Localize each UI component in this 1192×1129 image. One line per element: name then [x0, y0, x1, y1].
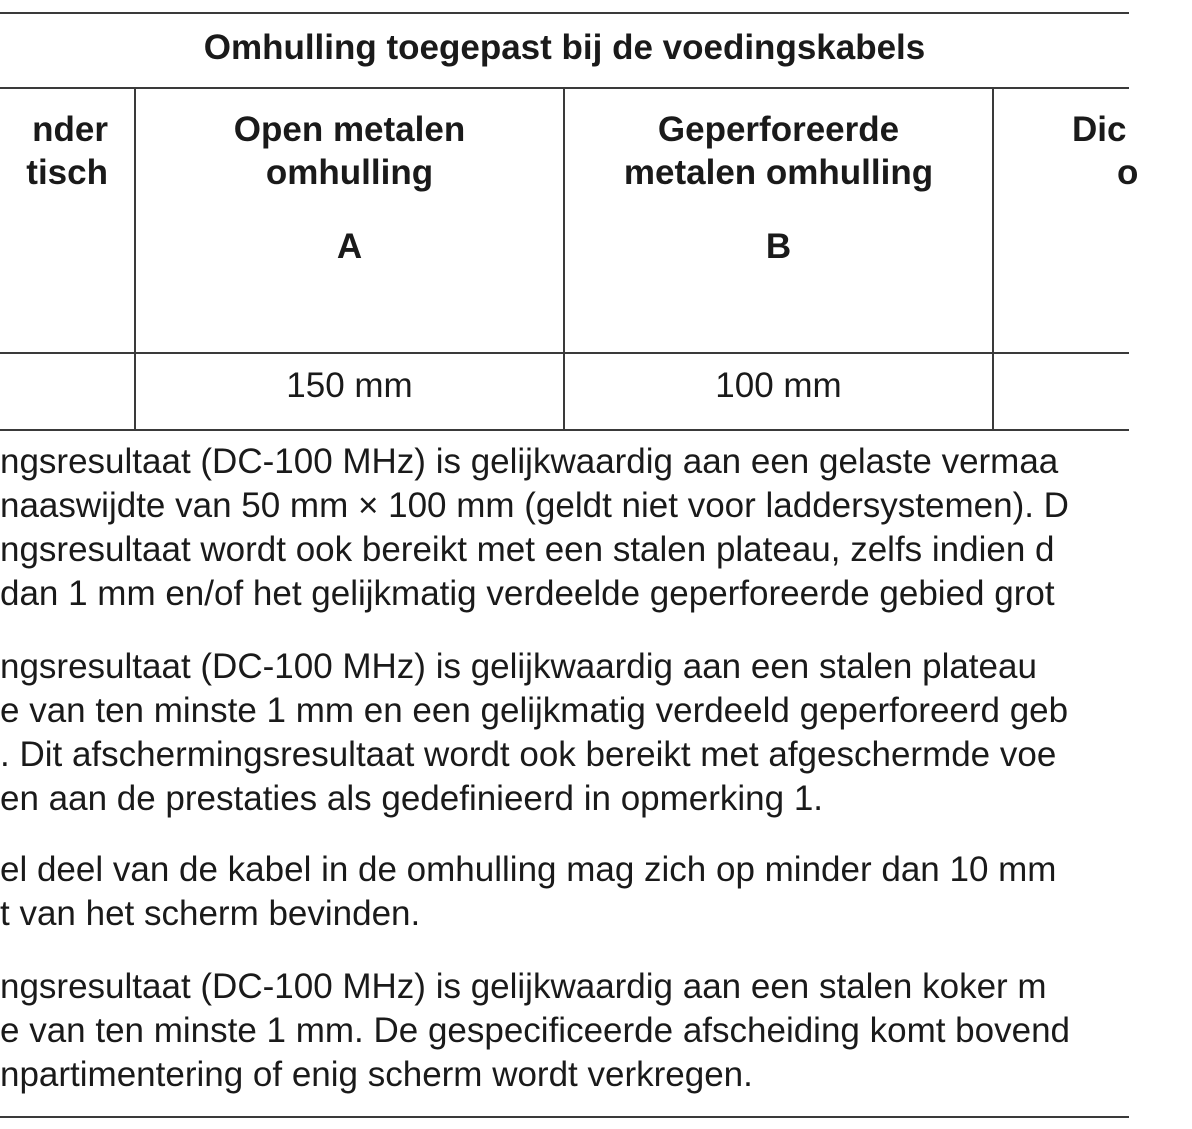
column-heading-open-metalen-omhulling: [136, 108, 563, 268]
column-heading-geperforeerde-metalen-omhulling: [565, 108, 992, 268]
note-line: e van ten minste 1 mm en een gelijkmatig verdeeld geperforeerd geb: [0, 691, 1069, 730]
note-2: [0, 645, 1068, 821]
note-line: e van ten minste 1 mm. De gespecificeerde afscheiding komt bovend: [0, 1011, 1071, 1050]
column-heading-line1: Geperforeerde: [657, 110, 900, 149]
table-cell-value-a: 150 mm: [286, 366, 413, 405]
note-line: ngsresultaat (DC-100 MHz) is gelijkwaardig aan een stalen plateau: [0, 647, 1037, 686]
column-heading-line2: tisch: [26, 153, 108, 192]
note-4: [0, 965, 1070, 1097]
note-1: [0, 440, 1069, 616]
note-line: el deel van de kabel in de omhulling mag zich op minder dan 10 mm: [0, 850, 1057, 889]
note-line: ngsresultaat wordt ook bereikt met een stalen plateau, zelfs indien d: [0, 530, 1055, 569]
note-line: dan 1 mm en/of het gelijkmatig verdeelde geperforeerde gebied grot: [0, 574, 1055, 613]
note-3: [0, 848, 1056, 936]
column-heading-line2: omhulling: [265, 153, 434, 192]
column-heading-partial-right: [1072, 108, 1192, 194]
column-letter-a: A: [336, 227, 363, 266]
column-heading-partial-left: [0, 108, 108, 194]
note-line: en aan de prestaties als gedefinieerd in opmerking 1.: [0, 779, 824, 818]
column-heading-line1: Open metalen: [233, 110, 466, 149]
column-heading-line1: nder: [32, 110, 108, 149]
column-letter-b: B: [765, 227, 792, 266]
column-divider-3: [992, 88, 994, 430]
table-cell-value-b: 100 mm: [715, 366, 842, 405]
note-line: npartimentering of enig scherm wordt verkregen.: [0, 1055, 753, 1094]
table-title: Omhulling toegepast bij de voedingskabels: [203, 28, 926, 67]
note-line: ngsresultaat (DC-100 MHz) is gelijkwaardig aan een stalen koker m: [0, 967, 1047, 1006]
column-heading-line1: Dic: [1072, 110, 1127, 149]
note-line: ngsresultaat (DC-100 MHz) is gelijkwaardig aan een gelaste vermaa: [0, 442, 1059, 481]
note-line: . Dit afschermingsresultaat wordt ook bereikt met afgeschermde voe: [0, 735, 1057, 774]
page-bottom-rule: [0, 1116, 1129, 1118]
column-heading-line2: o: [1117, 153, 1139, 192]
note-line: t van het scherm bevinden.: [0, 894, 421, 933]
column-heading-line2: metalen omhulling: [623, 153, 934, 192]
note-line: naaswijdte van 50 mm × 100 mm (geldt niet voor laddersystemen). D: [0, 486, 1069, 525]
table-top-rule: [0, 12, 1129, 14]
